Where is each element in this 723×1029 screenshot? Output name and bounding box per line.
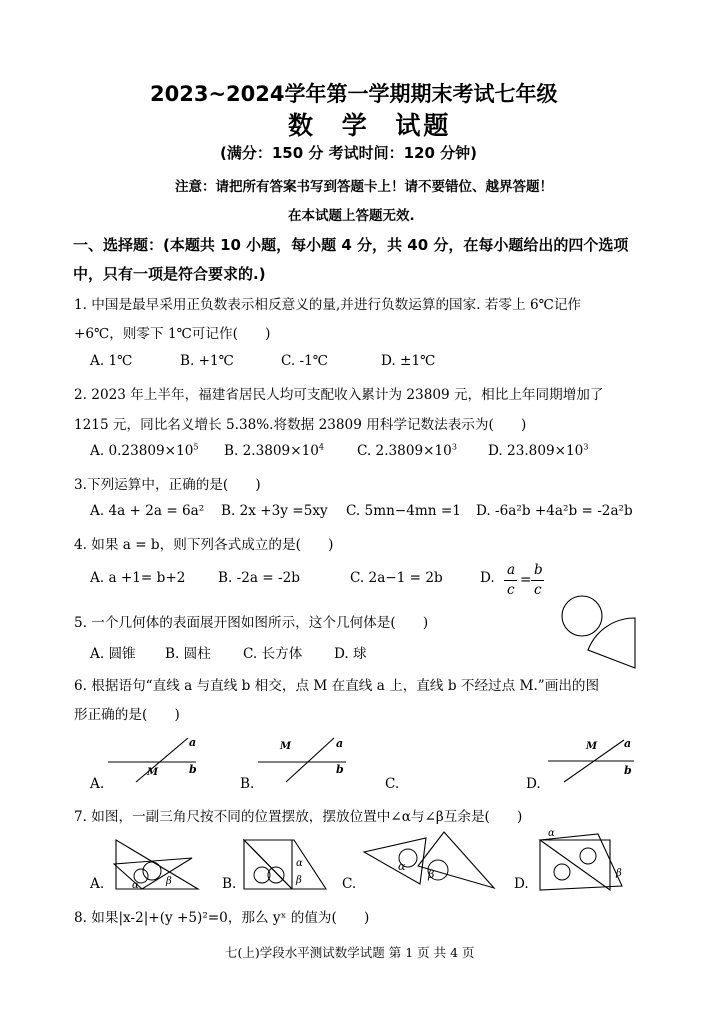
cone-lateral-sector [588,618,635,668]
q2-option-a-text: A. 0.23809×10 [90,443,194,459]
q6-option-d-label: D. [526,776,541,792]
q7-option-a-label: A. [90,876,105,892]
set-square-1 [540,840,610,890]
question-1-line-2: +6℃，则零下 1℃可记作( ) [74,326,271,342]
set-square-2 [244,840,326,889]
question-6-line-2: 形正确的是( ) [74,707,180,723]
q7-option-a-figure [104,832,204,892]
notice-line-2: 在本试题上答题无效. [288,208,415,224]
q7-option-d-label: D. [514,876,529,892]
q7-option-b-figure [236,832,336,892]
q7-option-d-figure [528,826,638,894]
alpha-label: α [296,858,303,869]
label-b: b [336,763,344,776]
q4-fraction-2-bar [531,580,544,581]
question-1-line-1: 1. 中国是最早采用正负数表示相反意义的量,并进行负数运算的国家. 若零上 6℃记作 [74,297,582,313]
q3-option-b: B. 2x +3y =5xy [221,503,328,519]
q4-option-a: A. a +1= b+2 [90,570,186,586]
q2-option-b-exponent: 4 [318,442,324,452]
q5-option-b: B. 圆柱 [165,646,211,662]
q4-fraction-1-denominator: c [507,582,515,598]
label-a: a [336,737,344,750]
exam-title: 2023~2024学年第一学期期末考试七年级 [150,82,558,106]
question-5: 5. 一个几何体的表面展开图如图所示，这个几何体是( ) [74,615,429,631]
q5-option-c: C. 长方体 [243,646,303,662]
q3-option-d: D. -6a²b +4a²b = -2a²b [476,503,633,519]
q6-option-c-label: C. [385,776,400,792]
q6-option-a-label: A. [90,776,105,792]
alpha-label: α [132,880,139,891]
q1-option-d: D. ±1℃ [381,353,436,369]
q7-option-c-figure [360,828,500,892]
page-footer: 七(上)学段水平测试数学试题 第 1 页 共 4 页 [225,945,475,960]
section-heading-line-2: 中，只有一项是符合要求的.) [73,265,266,283]
question-8: 8. 如果|x-2|+(y +5)²=0，那么 yˣ 的值为( ) [74,910,370,926]
section-heading-line-1: 一、选择题：(本题共 10 小题，每小题 4 分，共 40 分，在每小题给出的四个选项 [73,236,629,254]
q6-option-b-figure [250,730,360,785]
label-a: a [624,737,632,750]
q2-option-a [90,443,198,459]
q3-option-a: A. 4a + 2a = 6a² [90,503,205,519]
beta-label: β [166,876,172,887]
q5-option-a: A. 圆锥 [90,646,136,662]
q2-option-b-text: B. 2.3809×10 [224,443,319,459]
line-a [286,738,334,782]
q4-fraction-2-denominator: c [534,582,542,598]
alpha-label: α [548,828,555,839]
q5-cone-net-figure [555,590,665,680]
question-2-line-2: 1215 元，同比名义增长 5.38%.将数据 23809 用科学记数法表示为( ) [74,417,527,433]
q1-option-b: B. +1℃ [180,353,234,369]
label-b: b [189,763,197,776]
alpha-label: α [398,860,406,873]
q5-option-d: D. 球 [334,646,367,662]
hole-circle [580,848,596,864]
q1-option-a: A. 1℃ [90,353,133,369]
question-7: 7. 如图，一副三角尺按不同的位置摆放，摆放位置中∠α与∠β互余是( ) [74,809,523,825]
beta-label: β [428,868,435,881]
q1-option-c: C. -1℃ [281,353,329,369]
q4-option-d-label: D. [480,570,495,586]
q4-fraction-equals: = [520,572,532,588]
q4-option-b: B. -2a = -2b [218,570,300,586]
q4-fraction-1-bar [504,580,517,581]
beta-label: β [296,875,302,886]
q4-fraction-1-numerator: a [507,562,516,578]
q3-option-c: C. 5mn−4mn =1 [346,503,461,519]
exam-info: (满分：150 分 考试时间：120 分钟) [220,144,478,162]
q2-option-b [224,443,324,459]
question-2-line-1: 2. 2023 年上半年，福建省居民人均可支配收入累计为 23809 元，相比上年同期增加了 [74,387,604,403]
q7-option-c-label: C. [342,876,357,892]
q2-option-d-exponent: 3 [583,442,589,452]
q6-option-a-figure [100,730,210,785]
set-square-1 [116,840,198,889]
q4-fraction-2-numerator: b [534,562,543,578]
notice-line-1: 注意：请把所有答案书写到答题卡上！请不要错位、越界答题！ [175,179,553,195]
q6-option-d-figure [538,730,648,785]
q2-option-a-exponent: 5 [193,442,199,452]
q2-option-c-text: C. 2.3809×10 [357,443,452,459]
subject-title: 数 学 试题 [288,111,452,140]
question-4: 4. 如果 a = b，则下列各式成立的是( ) [74,537,334,553]
label-m: M [147,767,159,778]
line-a [136,738,188,782]
q2-option-c [357,443,457,459]
q2-option-c-exponent: 3 [451,442,457,452]
q2-option-d [488,443,588,459]
q7-option-b-label: B. [222,876,237,892]
label-m: M [586,741,598,752]
label-b: b [624,764,632,777]
q6-option-b-label: B. [240,776,255,792]
label-m: M [280,741,292,752]
q2-option-d-text: D. 23.809×10 [488,443,584,459]
question-3: 3.下列运算中，正确的是( ) [74,477,261,493]
beta-label: β [616,868,622,879]
cone-base-circle [562,596,602,636]
q4-option-c: C. 2a−1 = 2b [350,570,443,586]
label-a: a [189,736,197,749]
question-6-line-1: 6. 根据语句“直线 a 与直线 b 相交，点 M 在直线 a 上，直线 b 不经过点 M.”画出的图 [74,678,600,694]
hole-circle [554,864,570,880]
